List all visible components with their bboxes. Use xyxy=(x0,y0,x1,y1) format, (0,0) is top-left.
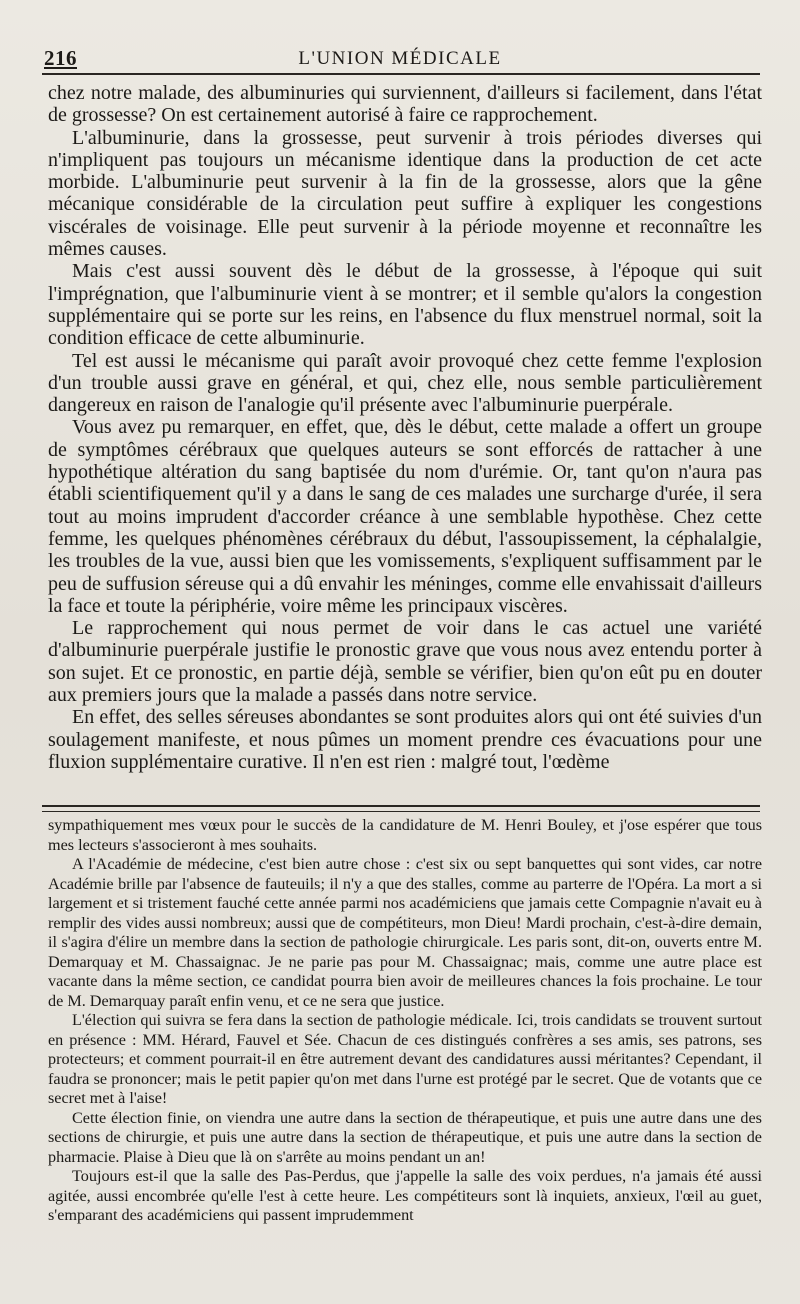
paragraph: En effet, des selles séreuses abondantes se sont produites alors qui ont été suivies d'un soulagement manifeste, et nous pûmes un moment prendre ces évacuations pour une fluxion supplémentaire curative. Il n'en est rien : malgré tout, l'œdème xyxy=(48,706,762,773)
paragraph: Vous avez pu remarquer, en effet, que, dès le début, cette malade a offert un groupe de symptômes cérébraux que quelques auteurs se sont efforcés de rattacher à une hypothétique altération du sang baptisée du nom d'urémie. Or, tant qu'on n'aura pas établi scientifiquement qu'il y a dans le sang de ces malades une surcharge d'urée, il sera tout au moins imprudent d'accorder créance à une semblable hypothèse. Chez cette femme, les quelques phénomènes cérébraux du début, l'assoupissement, la céphalalgie, les troubles de la vue, aussi bien que les vomissements, s'expliquent suffisamment par le peu de suffusion séreuse qui a dû envahir les méninges, comme elle envahissait d'ailleurs la face et toute la périphérie, voire même les principaux viscères. xyxy=(48,416,762,617)
paragraph: Tel est aussi le mécanisme qui paraît avoir provoqué chez cette femme l'explosion d'un trouble aussi grave en général, et qui, chez elle, nous semble particulièrement dangereux en raison de l'analogie qu'il présente avec l'albuminurie puerpérale. xyxy=(48,349,762,417)
feuilleton-section xyxy=(48,816,762,1226)
paragraph: A l'Académie de médecine, c'est bien autre chose : c'est six ou sept banquettes qui sont vides, car notre Académie brille par l'absence de fauteuils; il n'y a que des stalles, comme au parterre de l'Opéra. La mort a si largement et si tristement fauché cette année parmi nos académiciens que jamais cette Compagnie n'avait eu à remplir des vides aussi nombreux; aussi que de compétiteurs, mon Dieu! Mardi prochain, c'est-à-dire demain, il s'agira d'élire un membre dans la section de pathologie chirurgicale. Les paris sont, dit-on, ouverts entre M. Demarquay et M. Chassaignac. Je ne parie pas pour M. Chassaignac; mais, comme une autre place est vacante dans la même section, ce candidat pourra bien avoir de meilleures chances la fois prochaine. Le tour de M. Demarquay paraît enfin venu, et ce ne sera que justice. xyxy=(48,855,762,1010)
running-title: L'UNION MÉDICALE xyxy=(298,48,502,69)
page-header xyxy=(40,40,760,74)
page-number: 216 xyxy=(44,46,77,70)
article-upper-section xyxy=(48,82,762,773)
paragraph: Mais c'est aussi souvent dès le début de la grossesse, à l'époque qui suit l'imprégnation, que l'albuminurie vient à se montrer; et il semble qu'alors la congestion supplémentaire qui se porte sur les reins, en l'absence du flux menstruel normal, soit la condition efficace de cette albuminurie. xyxy=(48,260,762,350)
paragraph: chez notre malade, des albuminuries qui surviennent, d'ailleurs si facilement, dans l'état de grossesse? On est certainement autorisé à faire ce rapprochement. xyxy=(48,82,762,127)
header-rule xyxy=(42,73,760,75)
paragraph: Cette élection finie, on viendra une autre dans la section de thérapeutique, et puis une autre dans une des sections de chirurgie, et puis une autre dans la section de thérapeutique, et puis une autre dans la section de pharmacie. Plaise à Dieu que là on s'arrête au moins pendant un an! xyxy=(48,1108,762,1166)
paragraph: L'élection qui suivra se fera dans la section de pathologie médicale. Ici, trois candidats se trouvent surtout en présence : MM. Hérard, Fauvel et Sée. Chacun de ces distingués confrères a ses amis, ses patrons, ses protecteurs; et comment pourrait-il en être autrement devant des candidatures aussi méritantes? Cependant, il faudra se prononcer; mais le petit papier qu'on met dans l'urne est protégé par le secret. Que de votants que ce secret met à l'aise! xyxy=(48,1011,762,1107)
paragraph: sympathiquement mes vœux pour le succès de la candidature de M. Henri Bouley, et j'ose espérer que tous mes lecteurs s'associeront à mes souhaits. xyxy=(48,816,762,854)
section-divider-thin xyxy=(42,811,760,812)
paragraph: Toujours est-il que la salle des Pas-Perdus, que j'appelle la salle des voix perdues, n'a jamais été aussi agitée, aussi encombrée qu'elle l'est à cette heure. Les compétiteurs sont là inquiets, anxieux, l'œil au guet, s'emparant des académiciens qui passent imprudemment xyxy=(48,1167,762,1224)
section-divider xyxy=(42,805,760,807)
paragraph: L'albuminurie, dans la grossesse, peut survenir à trois périodes diverses qui n'impliquent pas toujours un mécanisme identique dans la production de cet acte morbide. L'albuminurie peut survenir à la fin de la grossesse, alors que la gêne mécanique considérable de la circulation peut suffire à expliquer les congestions viscérales de voisinage. Elle peut survenir à la période moyenne et reconnaître les mêmes causes. xyxy=(48,126,762,261)
paragraph: Le rapprochement qui nous permet de voir dans le cas actuel une variété d'albuminurie puerpérale justifie le pronostic grave que vous nous avez entendu porter à son sujet. Et ce pronostic, en partie déjà, semble se vérifier, bien qu'on eût pu en douter aux premiers jours que la malade a passés dans notre service. xyxy=(48,617,762,707)
